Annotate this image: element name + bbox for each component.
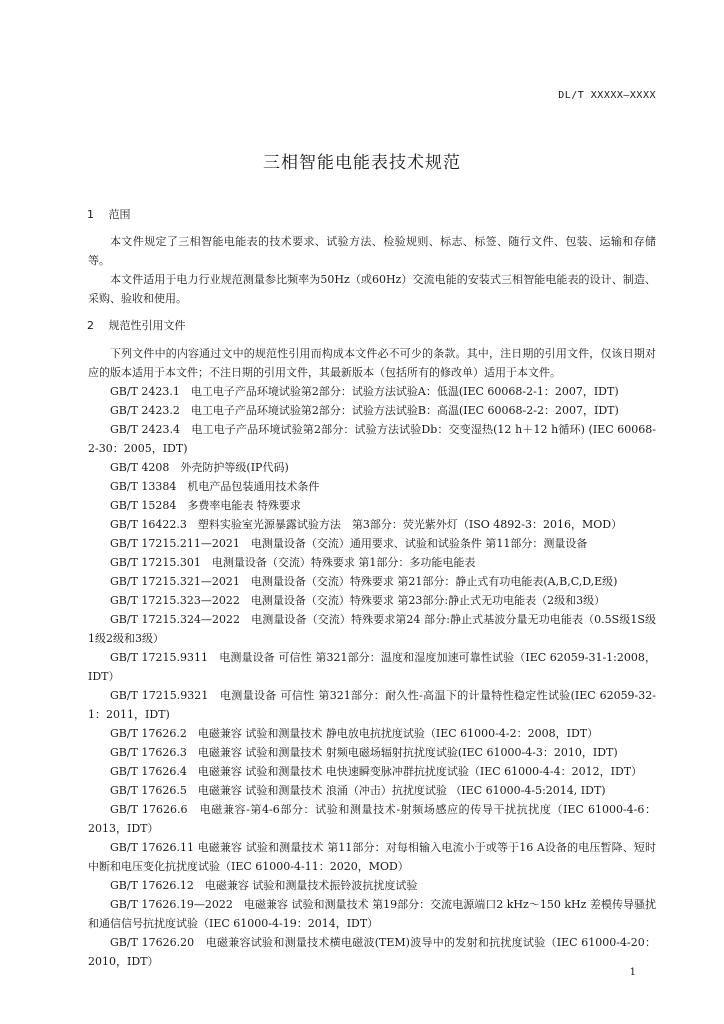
reference-item: GB/T 2423.2 电工电子产品环境试验第2部分：试验方法试验B：高温(IEC 60068-2-2：2007，IDT) — [110, 404, 619, 417]
paragraph: 本文件规定了三相智能电能表的技术要求、试验方法、检验规则、标志、标签、随行文件、包装、运输和存储等。 — [88, 235, 656, 267]
reference-item: GB/T 4208 外壳防护等级(IP代码) — [110, 461, 289, 474]
section-number: 2 — [87, 319, 94, 332]
section-number: 1 — [87, 208, 94, 221]
reference-item: GB/T 17215.9311 电测量设备 可信性 第321部分：温度和湿度加速可靠性试验（IEC 62059-31-1:2008，IDT） — [88, 651, 656, 683]
document-code: DL/T XXXXX—XXXX — [558, 90, 656, 101]
scope-body — [88, 232, 656, 308]
reference-item: GB/T 17626.6 电磁兼容-第4-6部分：试验和测量技术-射频场感应的传导干扰抗扰度（IEC 61000-4-6：2013，IDT） — [88, 803, 656, 835]
reference-item: GB/T 17626.2 电磁兼容 试验和测量技术 静电放电抗扰度试验（IEC 61000-4-2：2008，IDT） — [110, 727, 599, 740]
reference-item: GB/T 17626.20 电磁兼容试验和测量技术横电磁波(TEM)波导中的发射和抗扰度试验（IEC 61000-4-20：2010，IDT） — [88, 936, 656, 968]
reference-item: GB/T 17215.211—2021 电测量设备（交流）通用要求、试验和试验条件 第11部分：测量设备 — [110, 537, 588, 550]
references-body — [88, 344, 656, 971]
page-number: 1 — [629, 967, 636, 978]
reference-item: GB/T 17215.301 电测量设备（交流）特殊要求 第1部分：多功能电能表 — [110, 556, 476, 569]
reference-item: GB/T 17215.9321 电测量设备 可信性 第321部分：耐久性-高温下的计量特性稳定性试验(IEC 62059-32-1：2011，IDT) — [88, 689, 656, 721]
page-title: 三相智能电能表技术规范 — [263, 153, 461, 173]
reference-item: GB/T 16422.3 塑料实验室光源暴露试验方法 第3部分：荧光紫外灯（ISO 4892-3：2016，MOD） — [110, 518, 623, 531]
reference-item: GB/T 2423.1 电工电子产品环境试验第2部分：试验方法试验A：低温(IEC 60068-2-1：2007，IDT) — [110, 385, 619, 398]
section-heading-scope — [87, 206, 131, 222]
section-heading-normative-references — [87, 317, 186, 333]
paragraph: 本文件适用于电力行业规范测量参比频率为50Hz（或60Hz）交流电能的安装式三相智能电能表的设计、制造、采购、验收和使用。 — [88, 273, 656, 305]
reference-item: GB/T 17626.5 电磁兼容 试验和测量技术 浪涌（冲击）抗扰度试验 （IEC 61000-4-5:2014, IDT) — [110, 784, 606, 797]
reference-item: GB/T 17626.12 电磁兼容 试验和测量技术振铃波抗扰度试验 — [110, 879, 418, 892]
reference-item: GB/T 17215.324—2022 电测量设备（交流）特殊要求第24 部分:静止式基波分量无功电能表（0.5S级1S级1级2级和3级） — [88, 613, 656, 645]
reference-item: GB/T 13384 机电产品包装通用技术条件 — [110, 480, 320, 493]
reference-item: GB/T 17626.19—2022 电磁兼容 试验和测量技术 第19部分：交流电源端口2 kHz～150 kHz 差模传导骚扰和通信信号抗扰度试验（IEC 61000-4-19：2014，IDT） — [88, 898, 656, 930]
reference-item: GB/T 17215.321—2021 电测量设备（交流）特殊要求 第21部分：静止式有功电能表(A,B,C,D,E级) — [110, 575, 618, 588]
paragraph: 下列文件中的内容通过文中的规范性引用而构成本文件必不可少的条款。其中，注日期的引用文件，仅该日期对应的版本适用于本文件；不注日期的引用文件，其最新版本（包括所有的修改单）适用于本文件。 — [88, 347, 656, 379]
section-title: 规范性引用文件 — [108, 319, 186, 332]
reference-item: GB/T 15284 多费率电能表 特殊要求 — [110, 499, 301, 512]
reference-item: GB/T 17626.4 电磁兼容 试验和测量技术 电快速瞬变脉冲群抗扰度试验（IEC 61000-4-4：2012，IDT） — [110, 765, 643, 778]
reference-item: GB/T 2423.4 电工电子产品环境试验第2部分：试验方法试验Db：交变湿热(12 h＋12 h循环) (IEC 60068-2-30：2005，IDT) — [88, 423, 656, 455]
section-title: 范围 — [108, 208, 131, 221]
reference-item: GB/T 17215.323—2022 电测量设备（交流）特殊要求 第23部分:静止式无功电能表（2级和3级） — [110, 594, 606, 607]
reference-item: GB/T 17626.11 电磁兼容 试验和测量技术 第11部分：对每相输入电流小于或等于16 A设备的电压暂降、短时中断和电压变化抗扰度试验（IEC 61000-4-11：2020，MOD） — [88, 841, 656, 873]
reference-item: GB/T 17626.3 电磁兼容 试验和测量技术 射频电磁场辐射抗扰度试验(IEC 61000-4-3：2010，IDT) — [110, 746, 618, 759]
